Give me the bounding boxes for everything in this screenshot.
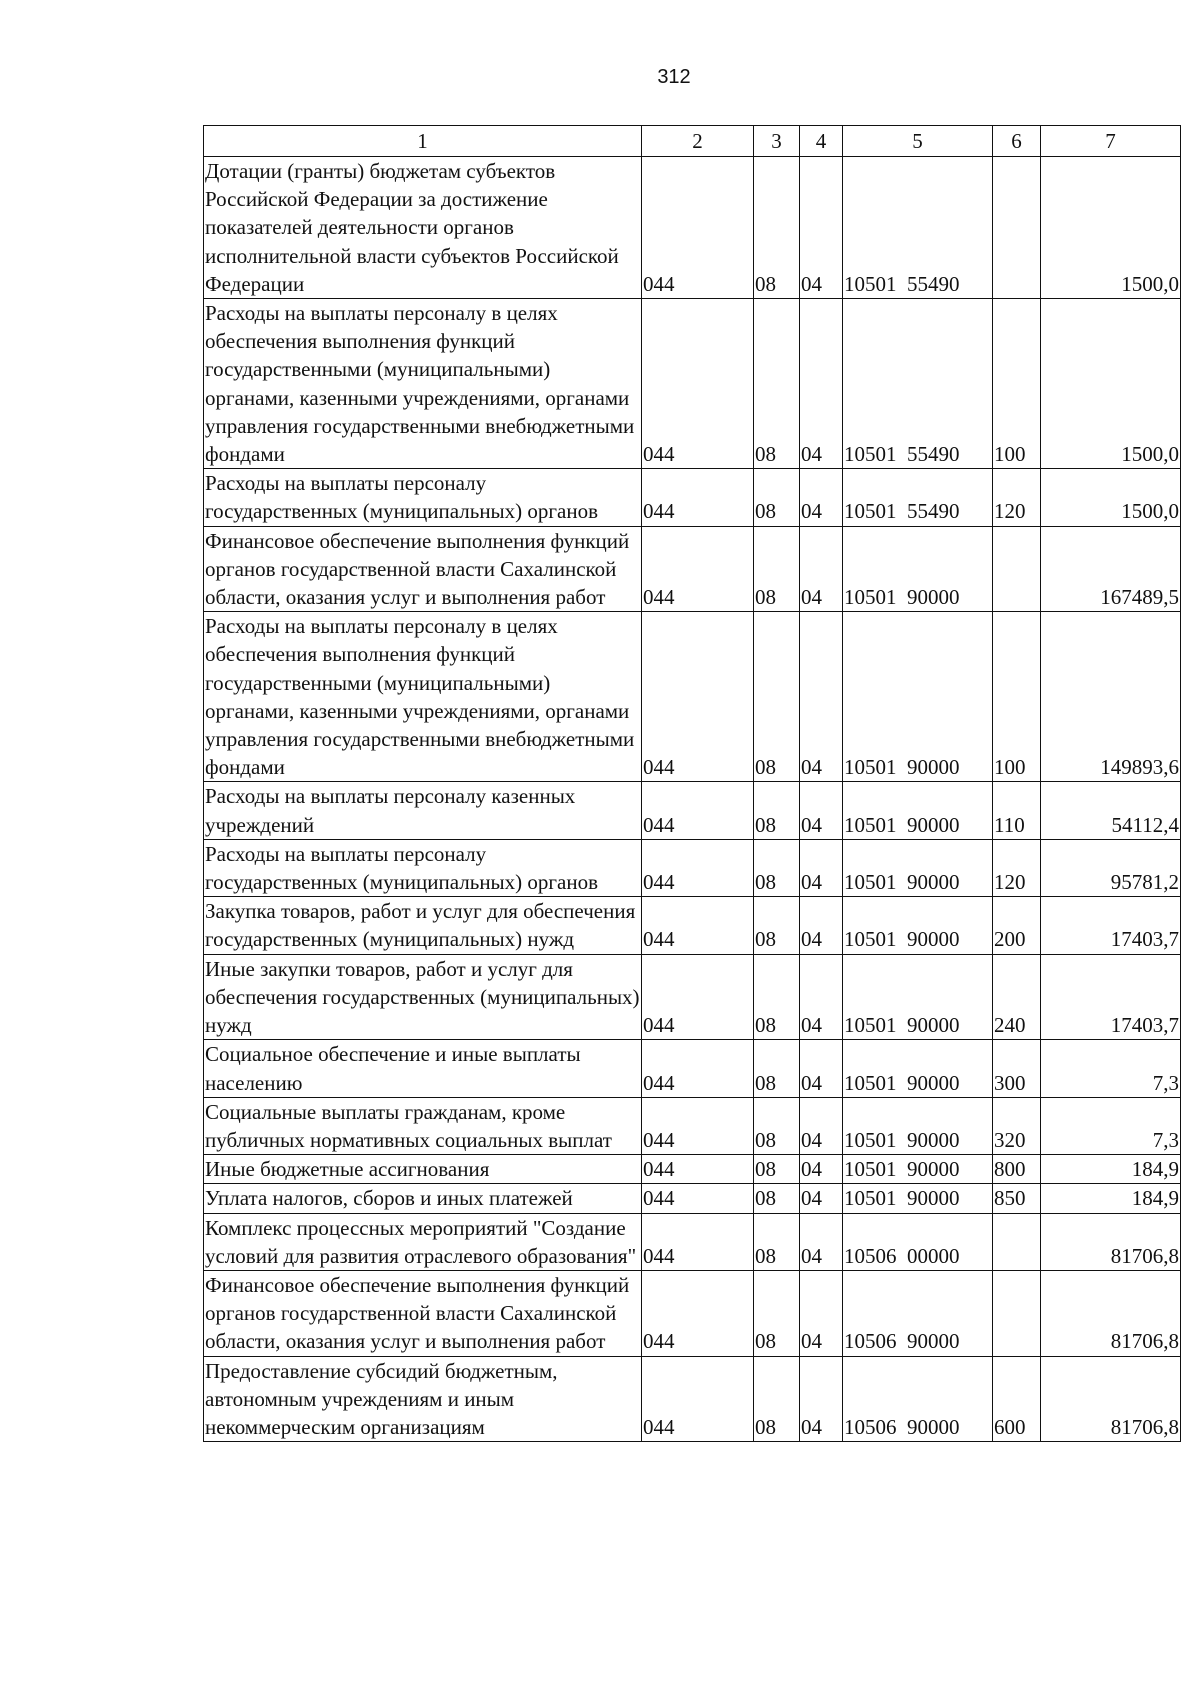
row-csr: 10501 90000	[843, 612, 993, 782]
row-grbs: 044	[642, 469, 754, 526]
table-row	[204, 612, 1181, 782]
budget-table	[203, 125, 1181, 1442]
row-csr: 10501 55490	[843, 469, 993, 526]
row-grbs: 044	[642, 612, 754, 782]
table-row	[204, 1270, 1181, 1356]
row-csr: 10501 90000	[843, 897, 993, 954]
row-pr: 04	[800, 839, 843, 896]
row-amount: 1500,0	[1041, 469, 1181, 526]
row-pr: 04	[800, 954, 843, 1040]
row-amount: 1500,0	[1041, 157, 1181, 299]
row-grbs: 044	[642, 526, 754, 612]
row-amount: 17403,7	[1041, 897, 1181, 954]
row-grbs: 044	[642, 1213, 754, 1270]
row-vr: 120	[993, 469, 1041, 526]
row-vr: 600	[993, 1356, 1041, 1442]
row-amount: 7,3	[1041, 1097, 1181, 1154]
table-row	[204, 1356, 1181, 1442]
row-csr: 10501 90000	[843, 1040, 993, 1097]
row-amount: 17403,7	[1041, 954, 1181, 1040]
row-name: Закупка товаров, работ и услуг для обеспечения государственных (муниципальных) нужд	[204, 897, 642, 954]
row-vr: 110	[993, 782, 1041, 839]
row-pr: 04	[800, 526, 843, 612]
row-csr: 10501 90000	[843, 1155, 993, 1184]
table-row	[204, 1155, 1181, 1184]
row-csr: 10501 90000	[843, 1184, 993, 1213]
table-row	[204, 526, 1181, 612]
row-name: Дотации (гранты) бюджетам субъектов Российской Федерации за достижение показателей деятельности органов исполнительной власти субъектов Российской Федерации	[204, 157, 642, 299]
row-pr: 04	[800, 1155, 843, 1184]
header-cell: 4	[800, 126, 843, 157]
row-grbs: 044	[642, 1155, 754, 1184]
table-row	[204, 299, 1181, 469]
row-rz: 08	[754, 897, 800, 954]
row-rz: 08	[754, 954, 800, 1040]
row-csr: 10501 90000	[843, 1097, 993, 1154]
header-cell: 5	[843, 126, 993, 157]
header-cell: 3	[754, 126, 800, 157]
row-name: Социальное обеспечение и иные выплаты населению	[204, 1040, 642, 1097]
row-name: Социальные выплаты гражданам, кроме публичных нормативных социальных выплат	[204, 1097, 642, 1154]
row-grbs: 044	[642, 1097, 754, 1154]
table-row	[204, 1040, 1181, 1097]
row-csr: 10501 90000	[843, 526, 993, 612]
row-pr: 04	[800, 1213, 843, 1270]
row-rz: 08	[754, 1097, 800, 1154]
row-pr: 04	[800, 299, 843, 469]
row-csr: 10501 90000	[843, 954, 993, 1040]
row-csr: 10501 55490	[843, 157, 993, 299]
row-vr	[993, 1270, 1041, 1356]
header-cell: 1	[204, 126, 642, 157]
row-rz: 08	[754, 1270, 800, 1356]
row-rz: 08	[754, 1356, 800, 1442]
row-rz: 08	[754, 1184, 800, 1213]
row-csr: 10501 90000	[843, 839, 993, 896]
row-pr: 04	[800, 157, 843, 299]
row-name: Финансовое обеспечение выполнения функций органов государственной власти Сахалинской области, оказания услуг и выполнения работ	[204, 1270, 642, 1356]
row-grbs: 044	[642, 1270, 754, 1356]
row-rz: 08	[754, 469, 800, 526]
row-csr: 10506 90000	[843, 1270, 993, 1356]
row-name: Уплата налогов, сборов и иных платежей	[204, 1184, 642, 1213]
table-row	[204, 782, 1181, 839]
row-rz: 08	[754, 1213, 800, 1270]
row-csr: 10506 90000	[843, 1356, 993, 1442]
row-pr: 04	[800, 1097, 843, 1154]
page-number: 312	[657, 66, 691, 88]
row-vr	[993, 526, 1041, 612]
row-amount: 184,9	[1041, 1155, 1181, 1184]
row-vr: 800	[993, 1155, 1041, 1184]
row-pr: 04	[800, 897, 843, 954]
row-pr: 04	[800, 782, 843, 839]
row-grbs: 044	[642, 1356, 754, 1442]
row-vr: 850	[993, 1184, 1041, 1213]
row-amount: 167489,5	[1041, 526, 1181, 612]
row-name: Расходы на выплаты персоналу в целях обеспечения выполнения функций государственными (муниципальными) органами, казенными учреждениями, органами управления государственными внебюджетными фондами	[204, 299, 642, 469]
row-rz: 08	[754, 1155, 800, 1184]
row-amount: 184,9	[1041, 1184, 1181, 1213]
row-rz: 08	[754, 839, 800, 896]
row-csr: 10501 55490	[843, 299, 993, 469]
row-pr: 04	[800, 1356, 843, 1442]
row-grbs: 044	[642, 299, 754, 469]
row-rz: 08	[754, 299, 800, 469]
row-grbs: 044	[642, 782, 754, 839]
row-csr: 10506 00000	[843, 1213, 993, 1270]
row-pr: 04	[800, 612, 843, 782]
row-amount: 7,3	[1041, 1040, 1181, 1097]
row-amount: 1500,0	[1041, 299, 1181, 469]
row-pr: 04	[800, 1040, 843, 1097]
row-vr: 200	[993, 897, 1041, 954]
table-row	[204, 954, 1181, 1040]
row-csr: 10501 90000	[843, 782, 993, 839]
table-row	[204, 839, 1181, 896]
row-rz: 08	[754, 782, 800, 839]
row-grbs: 044	[642, 1040, 754, 1097]
table-row	[204, 1184, 1181, 1213]
row-name: Расходы на выплаты персоналу государственных (муниципальных) органов	[204, 839, 642, 896]
row-vr: 120	[993, 839, 1041, 896]
row-rz: 08	[754, 526, 800, 612]
row-vr: 240	[993, 954, 1041, 1040]
row-name: Комплекс процессных мероприятий "Создание условий для развития отраслевого образования"	[204, 1213, 642, 1270]
header-cell: 7	[1041, 126, 1181, 157]
header-cell: 6	[993, 126, 1041, 157]
header-cell: 2	[642, 126, 754, 157]
row-amount: 149893,6	[1041, 612, 1181, 782]
row-rz: 08	[754, 157, 800, 299]
row-vr: 320	[993, 1097, 1041, 1154]
row-vr: 300	[993, 1040, 1041, 1097]
row-vr: 100	[993, 299, 1041, 469]
row-grbs: 044	[642, 1184, 754, 1213]
row-name: Расходы на выплаты персоналу казенных учреждений	[204, 782, 642, 839]
row-pr: 04	[800, 1270, 843, 1356]
row-vr: 100	[993, 612, 1041, 782]
row-amount: 95781,2	[1041, 839, 1181, 896]
table-row	[204, 1213, 1181, 1270]
row-name: Расходы на выплаты персоналу государственных (муниципальных) органов	[204, 469, 642, 526]
row-amount: 81706,8	[1041, 1356, 1181, 1442]
row-pr: 04	[800, 469, 843, 526]
row-name: Иные закупки товаров, работ и услуг для обеспечения государственных (муниципальных) нужд	[204, 954, 642, 1040]
row-pr: 04	[800, 1184, 843, 1213]
table-row	[204, 897, 1181, 954]
row-rz: 08	[754, 612, 800, 782]
row-vr	[993, 1213, 1041, 1270]
row-grbs: 044	[642, 157, 754, 299]
row-grbs: 044	[642, 954, 754, 1040]
row-grbs: 044	[642, 897, 754, 954]
header-row	[204, 126, 1181, 157]
row-vr	[993, 157, 1041, 299]
table-row	[204, 157, 1181, 299]
table-row	[204, 1097, 1181, 1154]
row-name: Предоставление субсидий бюджетным, автономным учреждениям и иным некоммерческим организациям	[204, 1356, 642, 1442]
row-amount: 54112,4	[1041, 782, 1181, 839]
row-name: Иные бюджетные ассигнования	[204, 1155, 642, 1184]
table-row	[204, 469, 1181, 526]
row-name: Финансовое обеспечение выполнения функций органов государственной власти Сахалинской области, оказания услуг и выполнения работ	[204, 526, 642, 612]
row-rz: 08	[754, 1040, 800, 1097]
row-grbs: 044	[642, 839, 754, 896]
row-name: Расходы на выплаты персоналу в целях обеспечения выполнения функций государственными (муниципальными) органами, казенными учреждениями, органами управления государственными внебюджетными фондами	[204, 612, 642, 782]
row-amount: 81706,8	[1041, 1270, 1181, 1356]
row-amount: 81706,8	[1041, 1213, 1181, 1270]
